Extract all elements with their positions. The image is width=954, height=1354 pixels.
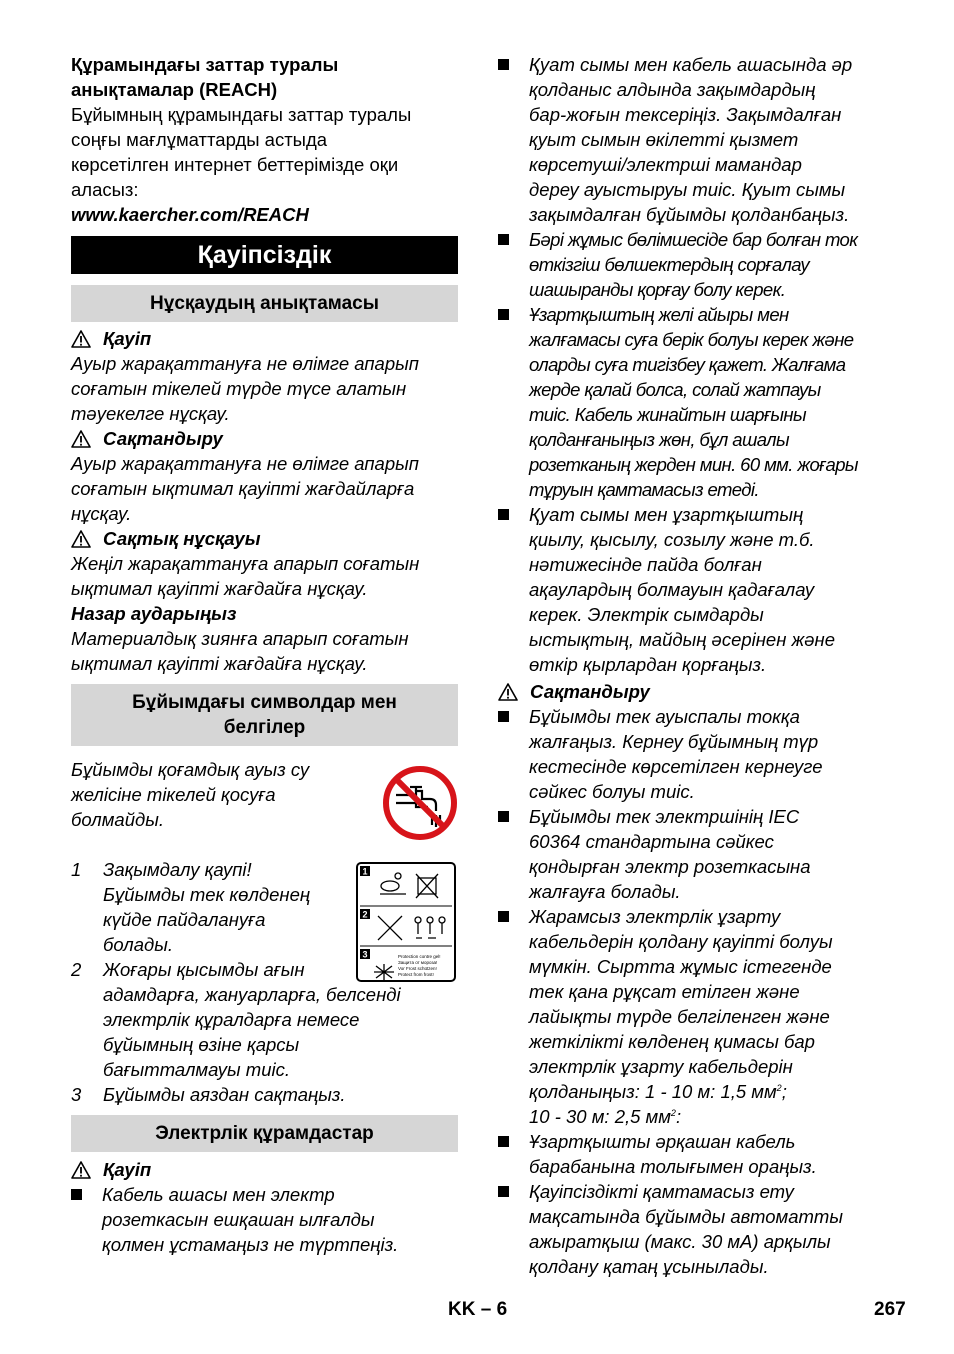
list-item: Бұйымды тек ауыспалы токқа жалғаңыз. Кернеу бұйымның түр кестесінде көрсетілген кернеуге сәйкес болуы тиіс.	[498, 704, 898, 804]
warning-triangle-icon	[498, 683, 518, 701]
danger-heading: Қауіп	[71, 326, 458, 351]
attention-heading: Назар аударыңыз	[71, 603, 237, 624]
list-item: Ұзартқыштың желі айыры мен жалғамасы суға берік болуы керек және оларды суға тигізбеу қажет. Жалғама жерде қалай болса, солай жатпауы тиіс. Кабель жинайтын шарғыны қолданғаныңыз жөн, бұл ашалы розетканың жерден мин. 60 мм. жоғары тұруын қамтамасыз етеді.	[498, 302, 898, 502]
warning-triangle-icon	[71, 530, 91, 548]
attention-text: Материалдық зиянға апарып соғатын ықтимал қауіпті жағдайға нұсқау.	[71, 628, 409, 674]
frost-text: Protection contre gel! Защита от мороза! Vor Frost schützen! Protect from frost!	[398, 954, 441, 977]
bullet-square-icon	[498, 911, 509, 922]
footer-section-label: KK – 6	[448, 1299, 508, 1320]
warning-triangle-icon	[71, 330, 91, 348]
caution-heading: Сақтық нұсқауы	[71, 526, 458, 551]
list-item: Қуат сымы мен ұзартқыштың қиылу, қысылу, созылу және т.б. нәтижесінде пайда болған ақаулардың болмауын қадағалау керек. Электрік сымдарды ыстықтың, майдың әсерінен және өткір қырлардан қорғаңыз.	[498, 502, 898, 677]
water-warning-text: Бұйымды қоғамдық ауыз су желісіне тікелей қосуға болмайды.	[71, 759, 310, 830]
reach-text: Бұйымның құрамындағы заттар туралы соңғы мағлұматтарды астыда көрсетілген интернет беттерімізде оқи аласыз:	[71, 104, 412, 200]
warning-heading: Сақтандыру	[71, 426, 458, 451]
subsection-symbols: Бұйымдағы символдар мен белгілер	[71, 684, 458, 746]
bullet-square-icon	[71, 1189, 82, 1200]
device-safety-label-image	[356, 862, 456, 982]
electrical-danger-heading: Қауіп	[71, 1157, 458, 1182]
list-item: 2 Жоғары қысымды ағын адамдарға, жануарларға, белсенді электрлік құралдарға немесе бұйымның өзіне қарсы бағытталмауы тиіс.	[71, 959, 401, 1080]
list-item: 3 Бұйымды аяздан сақтаңыз.	[71, 1084, 346, 1105]
danger-text: Ауыр жарақаттануға не өлімге апарып соғатын тікелей түрде түсе алатын тәуекелге нұсқау.	[71, 353, 419, 424]
bullet-square-icon	[498, 711, 509, 722]
bullet-square-icon	[498, 509, 509, 520]
list-item: Ұзартқышты әрқашан кабель барабанына толығымен ораңыз.	[498, 1129, 898, 1179]
list-item: Қауіпсіздікті қамтамасыз ету мақсатында бұйымды автоматты ажыратқыш (макс. 30 мА) арқылы қолдану қатаң ұсынылады.	[498, 1179, 898, 1279]
list-item: Қуат сымы мен кабель ашасында әр қолданыс алдында зақымдардың бар-жоғын тексеріңіз. Зақымдалған қуыт сымын өкілетті қызмет көрсетуші/электрші мамандар дереу ауыстыруы тиіс. Қуыт сымы зақымдалған бұйымды қолданбаңыз.	[498, 52, 898, 227]
right-column	[498, 52, 898, 1279]
right-warning-heading: Сақтандыру	[498, 679, 898, 704]
list-item: Кабель ашасы мен электр розеткасын ешқашан ылғалды қолмен ұстамаңыз не түртпеңіз.	[71, 1182, 458, 1257]
left-column	[71, 52, 458, 1257]
reach-heading-1: Құрамындағы заттар туралы	[71, 54, 339, 75]
list-item: Бәрі жұмыс бөлімшесіде бар болған ток өткізгіш бөлшектердың сорғалау шашыранды қорғау болу керек.	[498, 227, 898, 302]
reach-heading-2: анықтамалар (REACH)	[71, 79, 278, 100]
caution-text: Жеңіл жарақаттануға апарып соғатын ықтимал қауіпті жағдайға нұсқау.	[71, 553, 420, 599]
svg-text:1: 1	[362, 866, 368, 877]
section-title-safety: Қауіпсіздік	[71, 236, 458, 274]
warning-text: Ауыр жарақаттануға не өлімге апарып соғатын ықтимал қауіпті жағдайларға нұсқау.	[71, 453, 419, 524]
list-item: Бұйымды тек электршінің IEC 60364 стандартына сәйкес қондырған электр розеткасына жалғауға болады.	[498, 804, 898, 904]
list-item: Жарамсыз электрлік ұзарту кабельдерін қолдану қауіпті болуы мүмкін. Сыртта жұмыс істегенде тек қана рұқсат етілген және лайықты түрде белгіленген және жеткілікті көлденең қимасы бар электрлік ұзарту кабельдерін қолданыңыз: 1 - 10 м: 1,5 $мм^2$; 10 - 30 м: 2,5 $мм^2$:	[498, 904, 898, 1129]
bullet-square-icon	[498, 234, 509, 245]
warning-triangle-icon	[71, 430, 91, 448]
bullet-square-icon	[498, 1136, 509, 1147]
warning-triangle-icon	[71, 1161, 91, 1179]
no-drinking-water-connection-icon	[382, 765, 458, 841]
bullet-square-icon	[498, 59, 509, 70]
reach-url: www.kaercher.com/REACH	[71, 204, 309, 225]
svg-text:2: 2	[362, 909, 368, 920]
subsection-levels: Нұсқаудың анықтамасы	[71, 285, 458, 322]
bullet-square-icon	[498, 309, 509, 320]
bullet-square-icon	[498, 811, 509, 822]
svg-text:3: 3	[362, 949, 368, 960]
page-number: 267	[874, 1299, 906, 1320]
bullet-square-icon	[498, 1186, 509, 1197]
list-item: 1 Зақымдалу қаупі! Бұйымды тек көлденең күйде пайдалануға болады.	[71, 859, 311, 955]
subsection-electrical: Электрлік құрамдастар	[71, 1115, 458, 1152]
